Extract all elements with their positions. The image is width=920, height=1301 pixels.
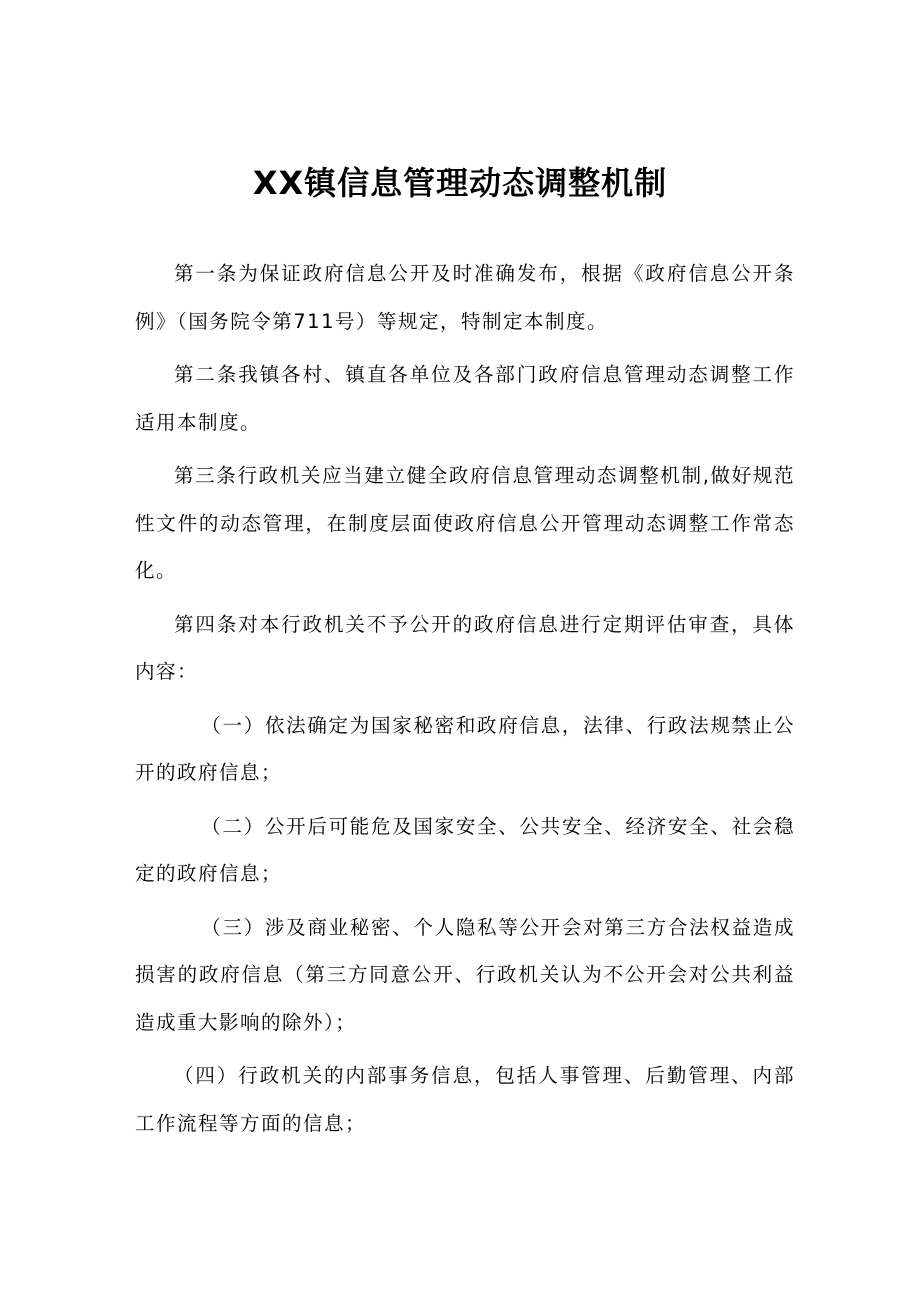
document-title: XX镇信息管理动态调整机制 — [252, 164, 668, 202]
article-4-item-4: （四）行政机关的内部事务信息，包括人事管理、后勤管理、内部工作流程等方面的信息； — [135, 1064, 795, 1135]
article-2: 第二条我镇各村、镇直各单位及各部门政府信息管理动态调整工作适用本制度。 — [135, 363, 795, 434]
article-4-item-2: （二）公开后可能危及国家安全、公共安全、经济安全、社会稳定的政府信息； — [135, 814, 795, 885]
article-3: 第三条行政机关应当建立健全政府信息管理动态调整机制,做好规范性文件的动态管理，在制度层面使政府信息公开管理动态调整工作常态化。 — [135, 464, 795, 582]
article-4-item-1: （一）依法确定为国家秘密和政府信息，法律、行政法规禁止公开的政府信息； — [135, 713, 795, 784]
article-4: 第四条对本行政机关不予公开的政府信息进行定期评估审查，具体内容： — [135, 612, 795, 683]
article-1: 第一条为保证政府信息公开及时准确发布，根据《政府信息公开条例》（国务院令第711号）等规定，特制定本制度。 — [135, 262, 795, 333]
article-4-item-3: （三）涉及商业秘密、个人隐私等公开会对第三方合法权益造成损害的政府信息（第三方同意公开、行政机关认为不公开会对公共利益造成重大影响的除外）； — [135, 915, 795, 1034]
document-body — [135, 250, 795, 1147]
